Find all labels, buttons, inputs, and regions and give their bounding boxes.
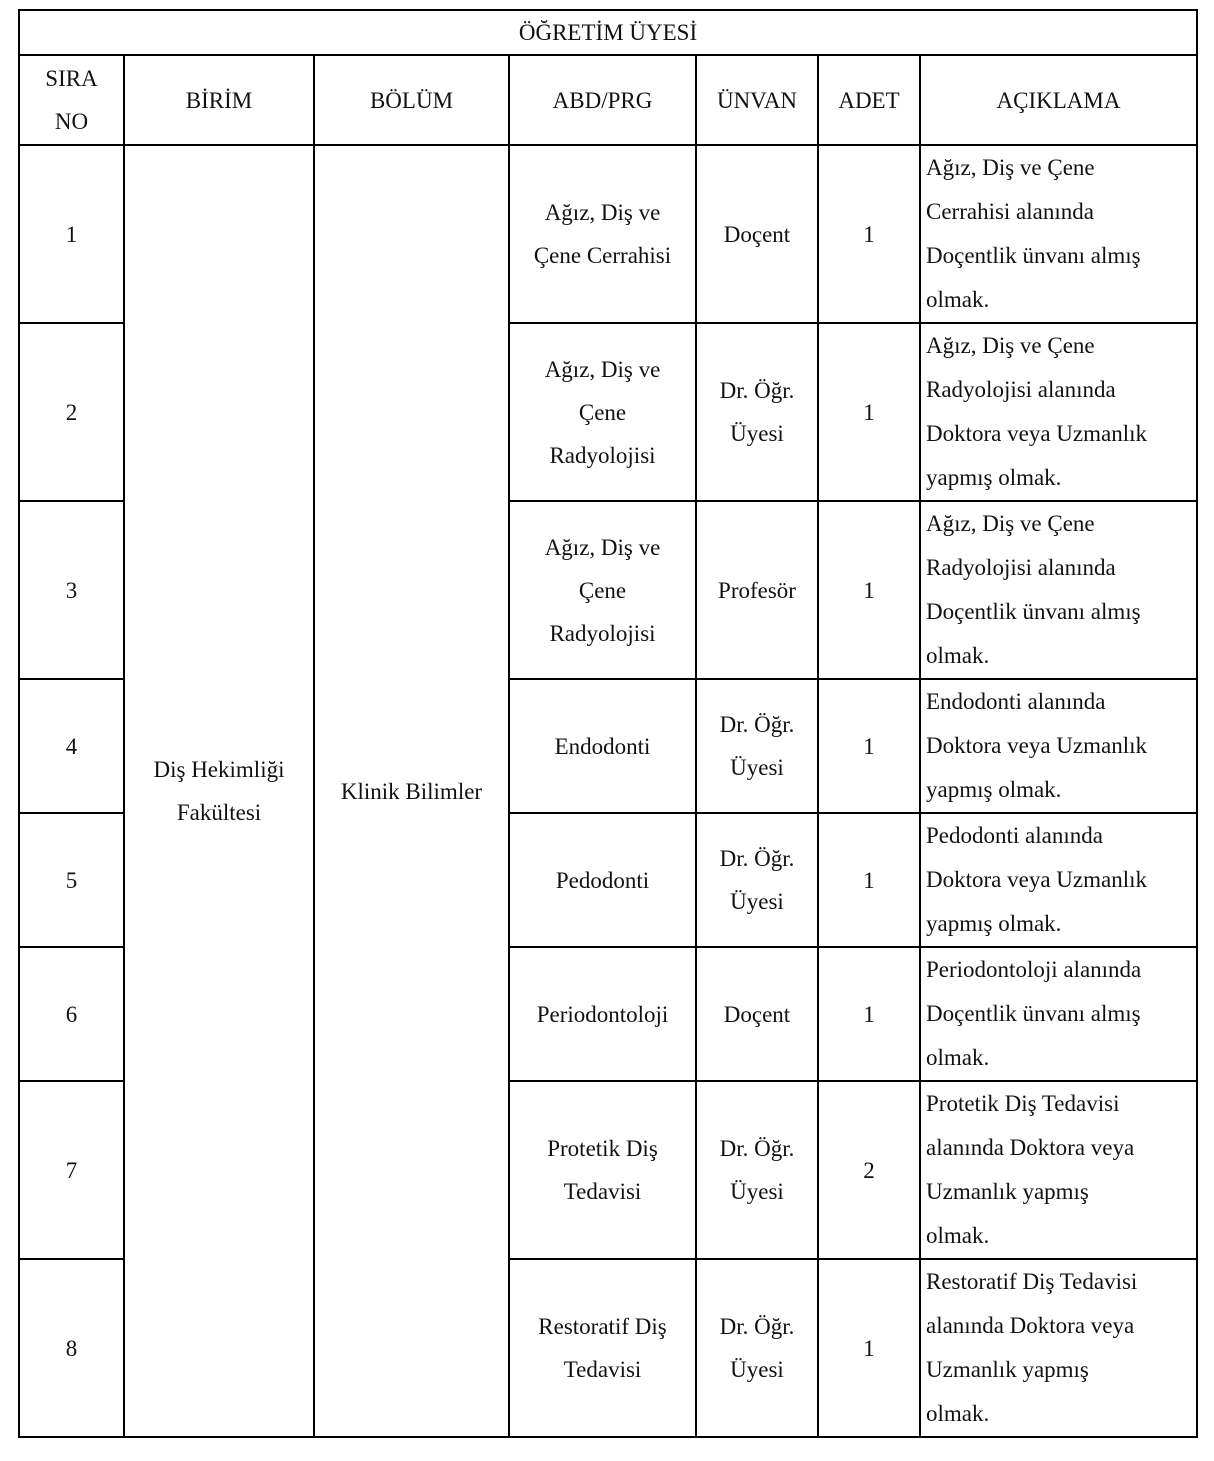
adet-cell: 1 <box>818 679 920 813</box>
row-number: 8 <box>19 1259 124 1437</box>
adet-cell: 1 <box>818 947 920 1081</box>
staff-table <box>18 9 1198 1438</box>
adet-cell: 1 <box>818 1259 920 1437</box>
abd-cell: Periodontoloji <box>509 947 696 1081</box>
bolum-cell: Klinik Bilimler <box>314 145 509 1437</box>
unvan-cell: Dr. Öğr. Üyesi <box>696 323 818 501</box>
row-number: 3 <box>19 501 124 679</box>
row-number: 7 <box>19 1081 124 1259</box>
header-birim: BİRİM <box>124 55 314 145</box>
unvan-cell: Dr. Öğr. Üyesi <box>696 1259 818 1437</box>
aciklama-cell: Periodontoloji alanında Doçentlik ünvanı almış olmak. <box>920 947 1197 1081</box>
aciklama-cell: Protetik Diş Tedavisi alanında Doktora veya Uzmanlık yapmış olmak. <box>920 1081 1197 1259</box>
adet-cell: 1 <box>818 501 920 679</box>
adet-cell: 1 <box>818 813 920 947</box>
abd-cell: Restoratif Diş Tedavisi <box>509 1259 696 1437</box>
header-sira-no: SIRA NO <box>19 55 124 145</box>
aciklama-cell: Restoratif Diş Tedavisi alanında Doktora veya Uzmanlık yapmış olmak. <box>920 1259 1197 1437</box>
header-abd-prg: ABD/PRG <box>509 55 696 145</box>
header-aciklama: AÇIKLAMA <box>920 55 1197 145</box>
abd-cell: Ağız, Diş ve Çene Cerrahisi <box>509 145 696 323</box>
abd-cell: Ağız, Diş ve Çene Radyolojisi <box>509 323 696 501</box>
aciklama-cell: Endodonti alanında Doktora veya Uzmanlık yapmış olmak. <box>920 679 1197 813</box>
aciklama-cell: Pedodonti alanında Doktora veya Uzmanlık yapmış olmak. <box>920 813 1197 947</box>
unvan-cell: Profesör <box>696 501 818 679</box>
unvan-cell: Dr. Öğr. Üyesi <box>696 679 818 813</box>
abd-cell: Pedodonti <box>509 813 696 947</box>
abd-cell: Ağız, Diş ve Çene Radyolojisi <box>509 501 696 679</box>
aciklama-cell: Ağız, Diş ve Çene Radyolojisi alanında Doçentlik ünvanı almış olmak. <box>920 501 1197 679</box>
header-adet: ADET <box>818 55 920 145</box>
row-number: 6 <box>19 947 124 1081</box>
unvan-cell: Doçent <box>696 145 818 323</box>
unvan-cell: Doçent <box>696 947 818 1081</box>
birim-cell: Diş Hekimliği Fakültesi <box>124 145 314 1437</box>
row-number: 5 <box>19 813 124 947</box>
row-number: 4 <box>19 679 124 813</box>
adet-cell: 2 <box>818 1081 920 1259</box>
header-unvan: ÜNVAN <box>696 55 818 145</box>
abd-cell: Endodonti <box>509 679 696 813</box>
adet-cell: 1 <box>818 145 920 323</box>
table-row <box>19 145 1197 323</box>
unvan-cell: Dr. Öğr. Üyesi <box>696 813 818 947</box>
row-number: 2 <box>19 323 124 501</box>
header-bolum: BÖLÜM <box>314 55 509 145</box>
table-title: ÖĞRETİM ÜYESİ <box>19 10 1197 55</box>
aciklama-cell: Ağız, Diş ve Çene Radyolojisi alanında Doktora veya Uzmanlık yapmış olmak. <box>920 323 1197 501</box>
unvan-cell: Dr. Öğr. Üyesi <box>696 1081 818 1259</box>
row-number: 1 <box>19 145 124 323</box>
adet-cell: 1 <box>818 323 920 501</box>
abd-cell: Protetik Diş Tedavisi <box>509 1081 696 1259</box>
aciklama-cell: Ağız, Diş ve Çene Cerrahisi alanında Doçentlik ünvanı almış olmak. <box>920 145 1197 323</box>
